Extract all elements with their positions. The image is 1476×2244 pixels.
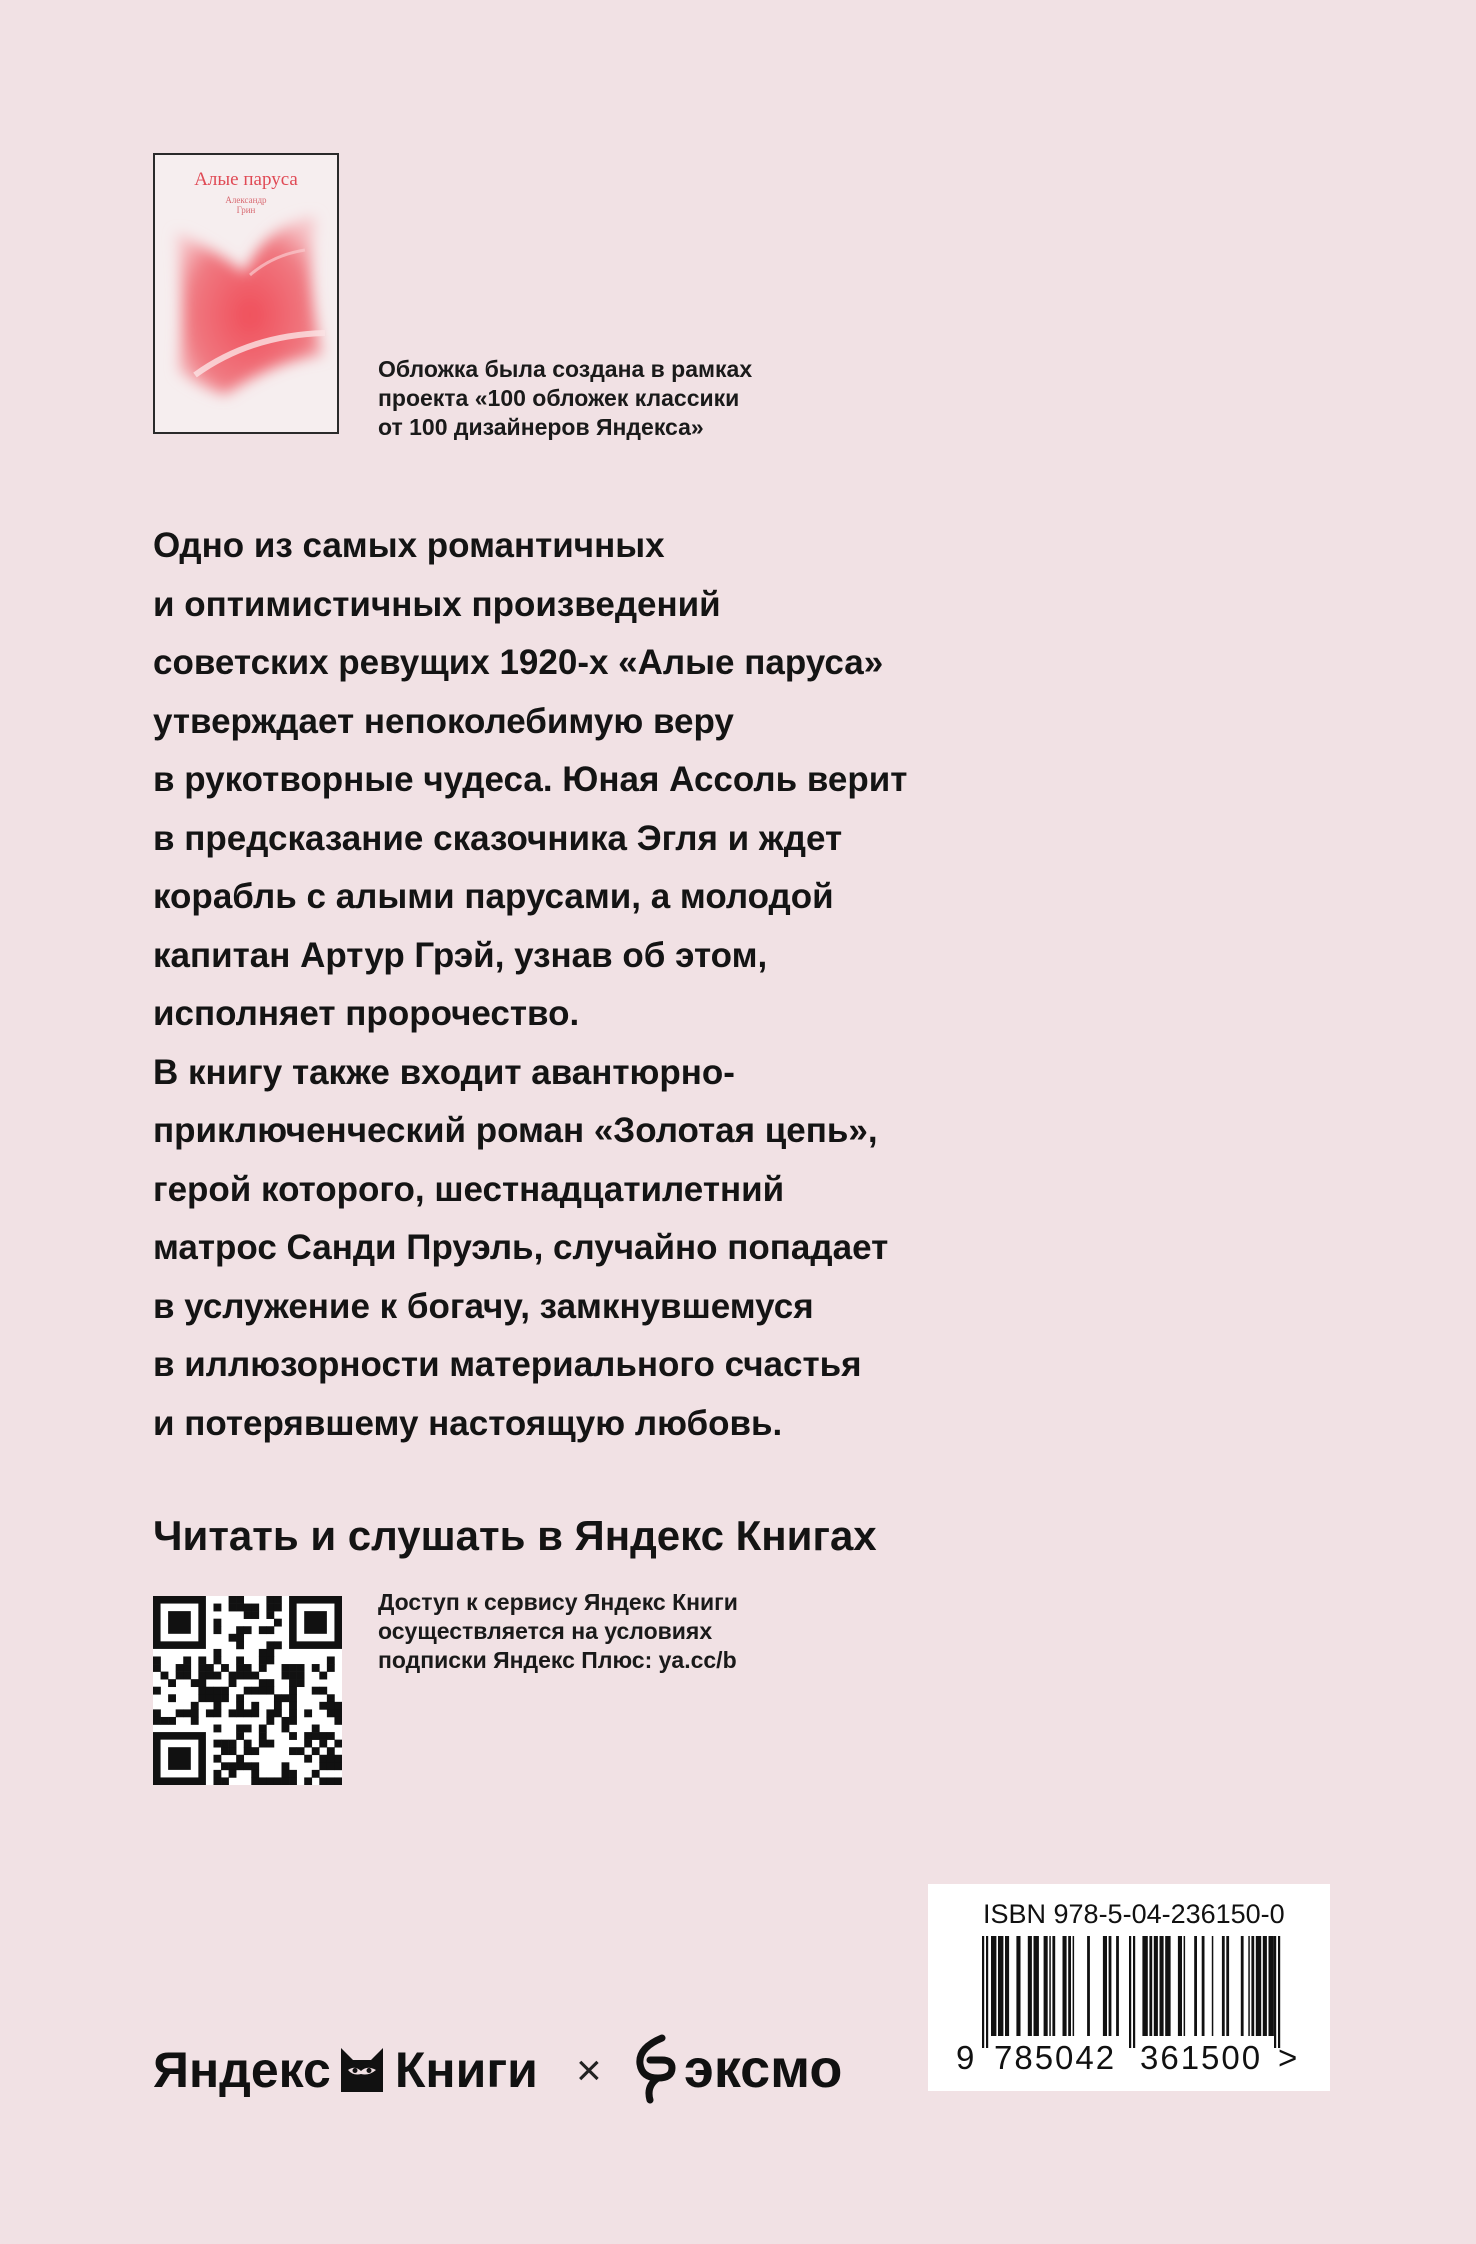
cover-thumbnail-author [155,195,337,215]
qr-code-graphic [153,1596,342,1785]
access-note-line: подписки Яндекс Плюс: ya.cc/b [378,1647,737,1673]
access-note-line: Доступ к сервису Яндекс Книги [378,1589,738,1615]
qr-code-icon[interactable] [153,1596,342,1785]
cover-note [378,355,838,442]
eksmo-word: эксмо [684,2039,843,2099]
description-line: в предсказание сказочника Эгля и ждет [153,818,843,858]
description-line: советских ревущих 1920-х «Алые паруса» [153,643,884,682]
description-line: и потерявшему настоящую любовь. [153,1403,783,1443]
access-note-line: осуществляется на условиях [378,1618,713,1644]
isbn-text: ISBN 978-5-04-236150-0 [983,1899,1285,1929]
description-line: корабль с алыми парусами, а молодой [153,877,834,916]
description-line: утверждает непоколебимую веру [153,701,734,741]
cover-thumbnail [153,153,339,434]
description-line: капитан Артур Грэй, узнав об этом, [153,935,768,975]
description-line: Одно из самых романтичных [153,526,665,565]
cat-icon [339,2046,385,2094]
cover-note-line: от 100 дизайнеров Яндекса» [378,414,704,440]
description-line: исполняет пророчество. [153,994,580,1033]
cover-thumbnail-title: Алые паруса [194,169,298,190]
description-line: в рукотворные чудеса. Юная Ассоль верит [153,760,908,799]
read-heading: Читать и слушать в Яндекс Книгах [153,1512,877,1559]
yandex-books-logo [153,2040,538,2100]
description-line: в иллюзорности материального счастья [153,1345,862,1384]
author-line: Грин [236,205,256,215]
times-sign: × [576,2046,602,2095]
description-line: и оптимистичных произведений [153,584,721,624]
books-word: Книги [394,2042,538,2098]
barcode-arrow: > [1278,2039,1298,2076]
description-line: приключенческий роман «Золотая цепь», [153,1111,878,1150]
eksmo-logo [632,2034,842,2104]
access-note [378,1588,838,1675]
barcode-group-right: 361500 [1140,2039,1263,2076]
barcode-icon [928,1884,1330,2091]
barcode-group-left: 785042 [994,2039,1117,2076]
book-description [153,517,973,1453]
barcode-digit-first: 9 [956,2039,975,2076]
description-line: матрос Санди Пруэль, случайно попадает [153,1228,889,1267]
isbn-barcode [928,1884,1330,2091]
description-line: в услужение к богачу, замкнувшемуся [153,1286,814,1326]
eksmo-swirl-icon [632,2034,680,2104]
cover-note-line: Обложка была создана в рамках [378,356,753,382]
description-line: герой которого, шестнадцатилетний [153,1169,785,1209]
yandex-word: Яндекс [153,2042,331,2098]
cover-note-line: проекта «100 обложек классики [378,385,740,411]
description-line: В книгу также входит авантюрно- [153,1052,735,1092]
author-line: Александр [225,195,267,205]
